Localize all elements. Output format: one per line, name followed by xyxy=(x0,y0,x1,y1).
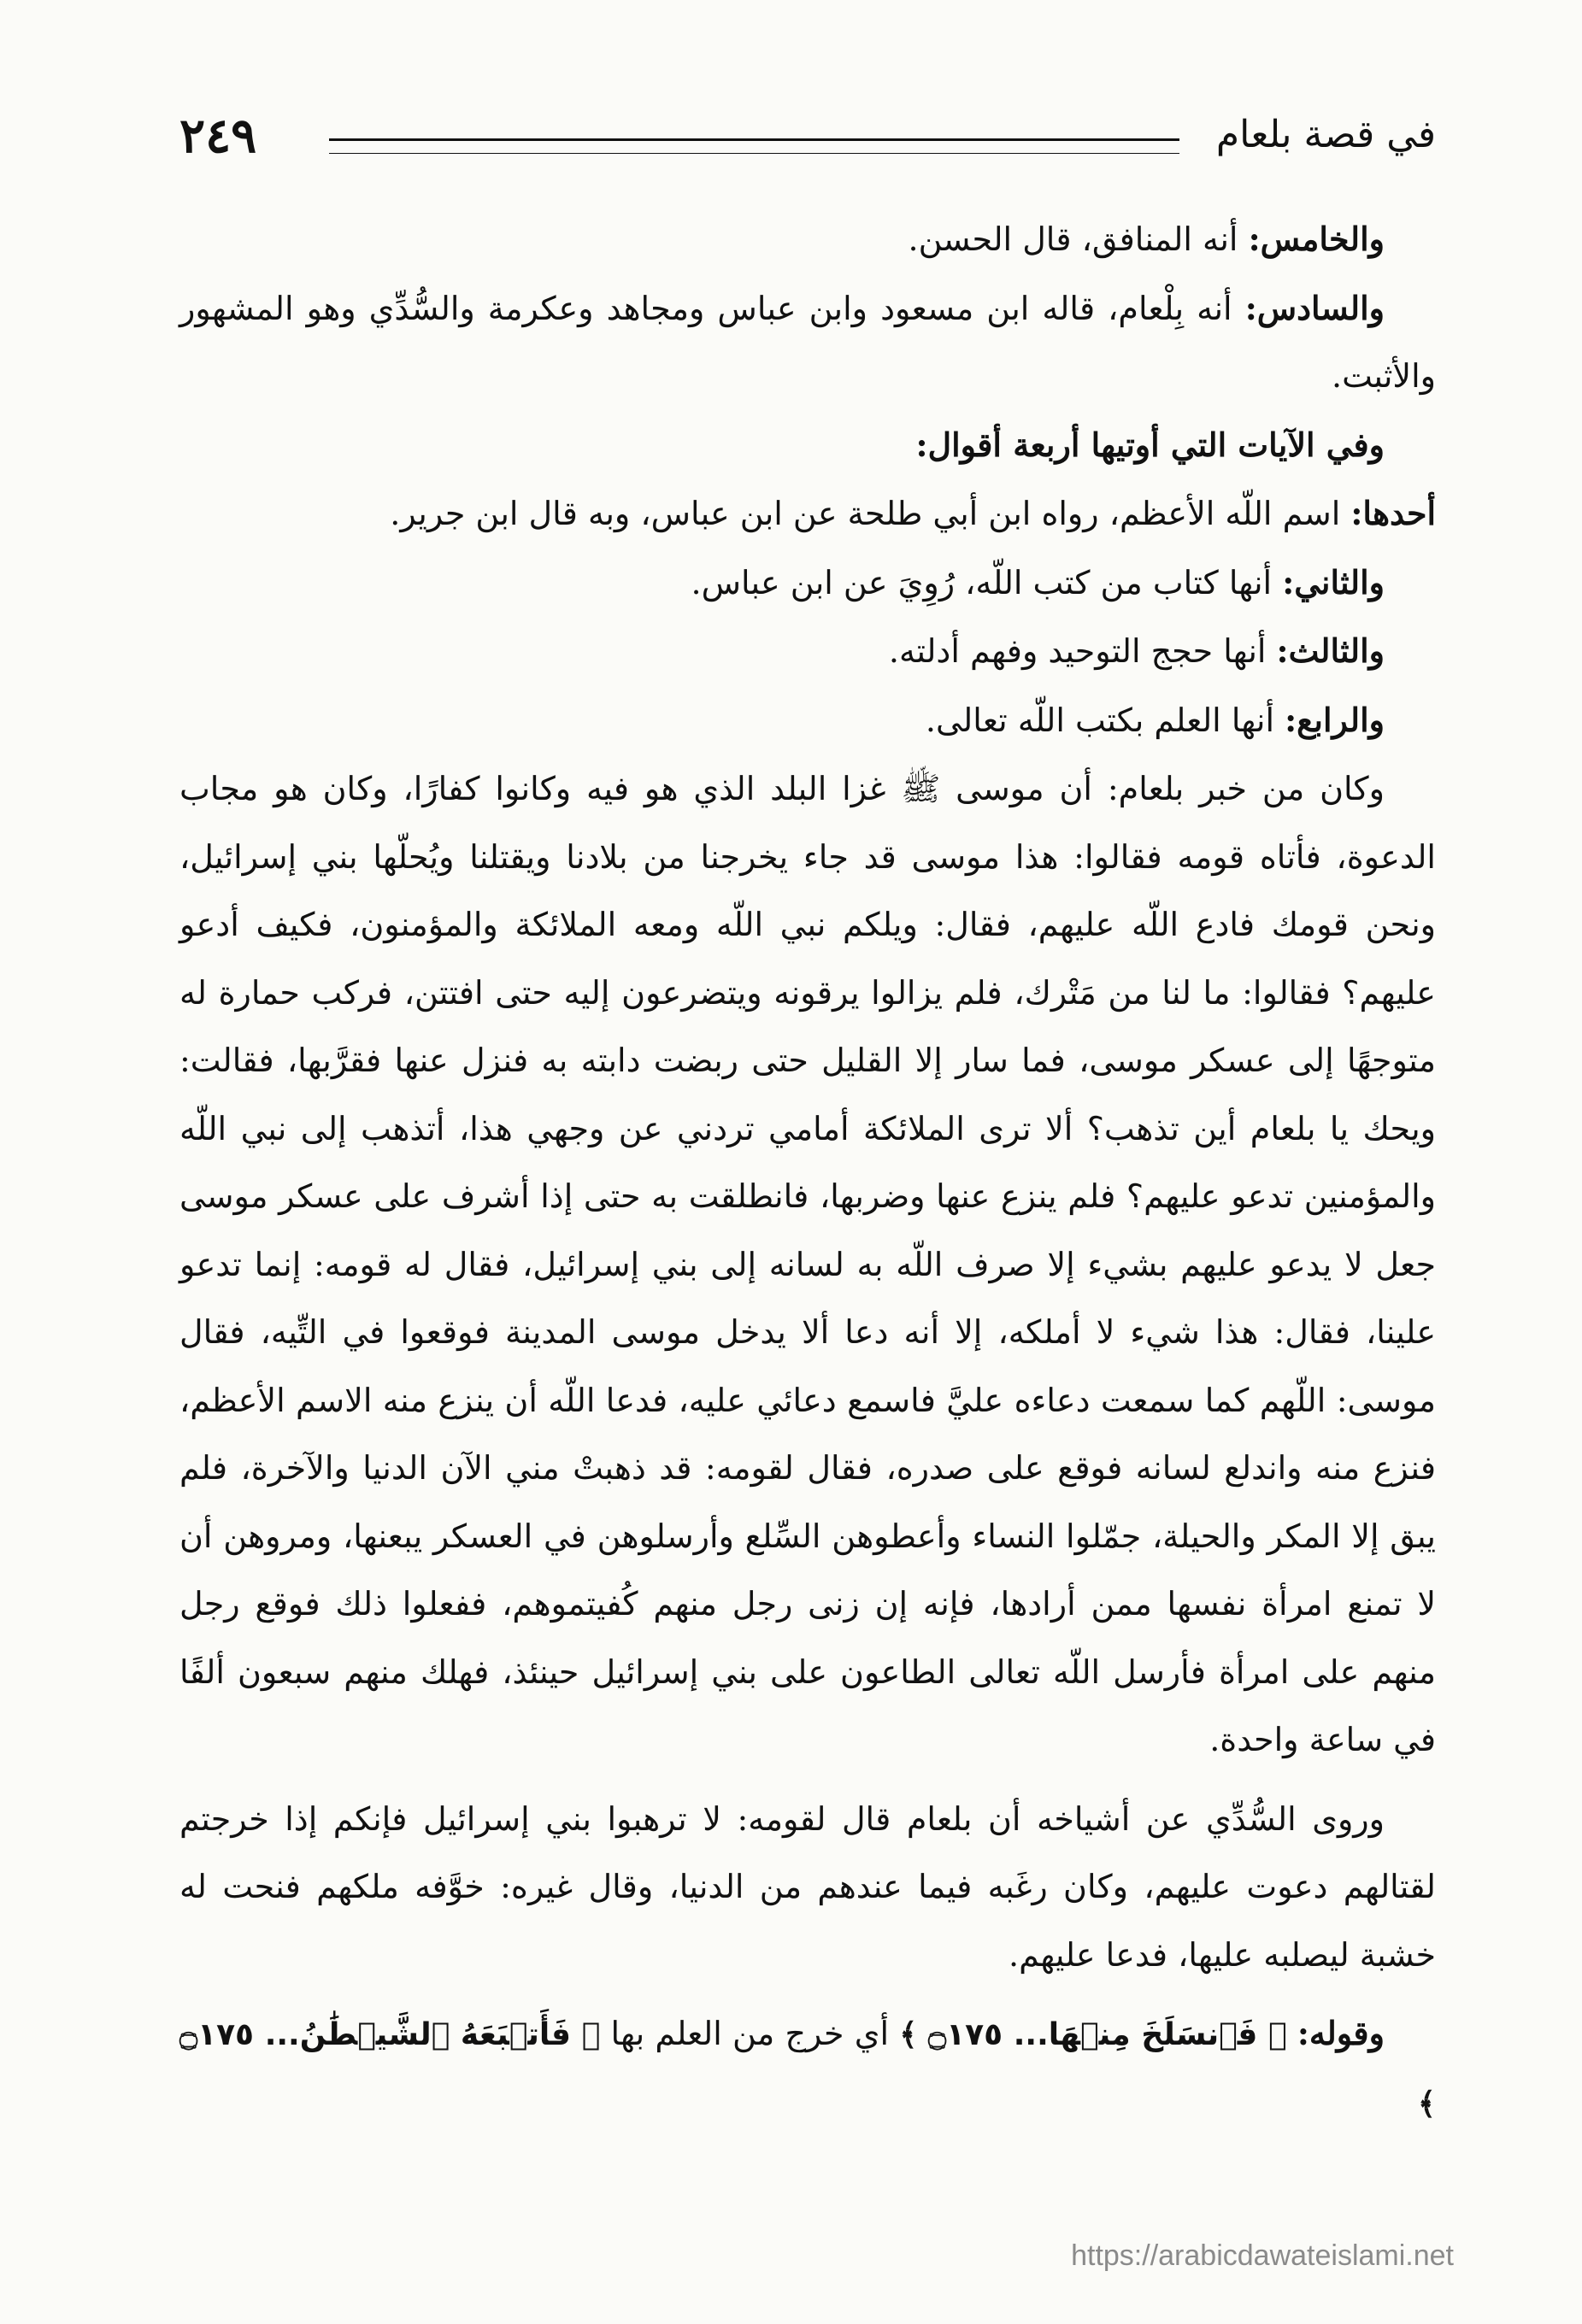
paragraph-text: اسم اللّه الأعظم، رواه ابن أبي طلحة عن ابن عباس، وبه قال ابن جرير. xyxy=(390,495,1341,532)
paragraph-label: والخامس: xyxy=(1248,220,1385,258)
paragraph-label: وفي الآيات التي أوتيها أربعة أقوال: xyxy=(915,425,1385,464)
paragraph xyxy=(179,205,1436,274)
page-body xyxy=(179,205,1436,2138)
paragraph-text: أنها العلم بكتب اللّه تعالى. xyxy=(925,701,1275,739)
paragraph-label: أحدها: xyxy=(1350,494,1436,532)
running-title: في قصة بلعام xyxy=(1215,113,1436,156)
paragraph-text: وكان من خبر بلعام: أن موسى ﷺ غزا البلد الذي هو فيه وكانوا كفارًا، وكان هو مجاب الدعوة، فأتاه قومه فقالوا: هذا موسى قد جاء يخرجنا من بلادنا ويقتلنا ويُحلّها بني إسرائيل، ونحن قومك فادع اللّه عليهم، فقال: ويلكم نبي اللّه ومعه الملائكة والمؤمنون، فكيف أدعو عليهم؟ فقالوا: ما لنا من مَتْرك، فلم يزالوا يرقونه ويتضرعون إليه حتى افتتن، فركب حمارة له متوجهًا إلى عسكر موسى، فما سار إلا القليل حتى ربضت دابته به فنزل عنها فقرَّبها، فقالت: ويحك يا بلعام أين تذهب؟ ألا ترى الملائكة أمامي تردني عن وجهي هذا، أتذهب إلى نبي اللّه والمؤمنين تدعو عليهم؟ فلم ينزع عنها وضربها، فانطلقت به حتى إذا أشرف على عسكر موسى جعل لا يدعو عليهم بشيء إلا صرف اللّه به لسانه إلى بني إسرائيل، فقال له قومه: إنما تدعو علينا، فقال: هذا شيء لا أملكه، إلا أنه دعا ألا يدخل موسى المدينة فوقعوا في التِّيه، فقال موسى: اللّهم كما سمعت دعاءه عليَّ فاسمع دعائي عليه، فدعا اللّه أن ينزع منه الاسم الأعظم، فنزع منه واندلع لسانه فوقع على صدره، فقال لقومه: قد ذهبتْ مني الآن الدنيا والآخرة، فلم يبق إلا المكر والحيلة، جمّلوا النساء وأعطوهن السِّلع وأرسلوهن في العسكر يبعنها، ومروهن أن لا تمنع امرأة نفسها ممن أرادها، فإنه إن زنى رجل منهم كُفيتموهم، ففعلوا ذلك فوقع رجل منهم على امرأة فأرسل اللّه تعالى الطاعون على بني إسرائيل حينئذ، فهلك منهم سبعون ألفًا في ساعة واحدة. xyxy=(179,770,1436,1758)
paragraph xyxy=(179,274,1436,411)
paragraph xyxy=(179,479,1436,549)
quran-quote: ﴿ فَأَتۡبَعَهُ ٱلشَّيۡطَٰنُ... ۝١٧٥ ﴾ xyxy=(179,2017,1436,2122)
paragraph-label: والسادس: xyxy=(1244,288,1385,327)
paragraph-label: والرابع: xyxy=(1285,700,1385,739)
watermark-url: https://arabicdawateislami.net xyxy=(1071,2239,1454,2272)
header-rule xyxy=(329,138,1179,154)
paragraph-label: والثاني: xyxy=(1282,562,1385,602)
quran-quote: ﴿ فَٱنسَلَخَ مِنۡهَا... ۝١٧٥ ﴾ xyxy=(899,2017,1287,2052)
paragraph-label: والثالث: xyxy=(1276,631,1385,670)
paragraph-text: أنها كتاب من كتب اللّه، رُوِيَ عن ابن عباس. xyxy=(691,563,1273,602)
verse-line xyxy=(179,1999,1436,2138)
paragraph xyxy=(179,617,1436,686)
page-header xyxy=(179,108,1436,173)
page-number: ٢٤٩ xyxy=(179,108,257,164)
paragraph-text: أنها حجج التوحيد وفهم أدلته. xyxy=(888,632,1267,670)
paragraph-text: وروى السُّدِّي عن أشياخه أن بلعام قال لقومه: لا ترهبوا بني إسرائيل فإنكم إذا خرجتم لقتالهم دعوت عليهم، وكان رغَبه فيما عندهم من الدنيا، وقال غيره: خوَّفه ملكهم فنحت له خشبة ليصلبه عليها، فدعا عليهم. xyxy=(179,1799,1436,1974)
verse-explanation: أي خرج من العلم بها xyxy=(610,2015,890,2052)
section-heading xyxy=(179,411,1436,480)
paragraph xyxy=(179,686,1436,755)
paragraph xyxy=(179,754,1436,1775)
paragraph xyxy=(179,1785,1436,1990)
verse-label: وقوله: xyxy=(1297,2014,1385,2052)
paragraph-text: أنه بِلْعام، قاله ابن مسعود وابن عباس ومجاهد وعكرمة والسُّدِّي وهو المشهور والأثبت. xyxy=(179,289,1436,395)
paragraph-text: أنه المنافق، قال الحسن. xyxy=(908,220,1238,258)
paragraph xyxy=(179,549,1436,618)
